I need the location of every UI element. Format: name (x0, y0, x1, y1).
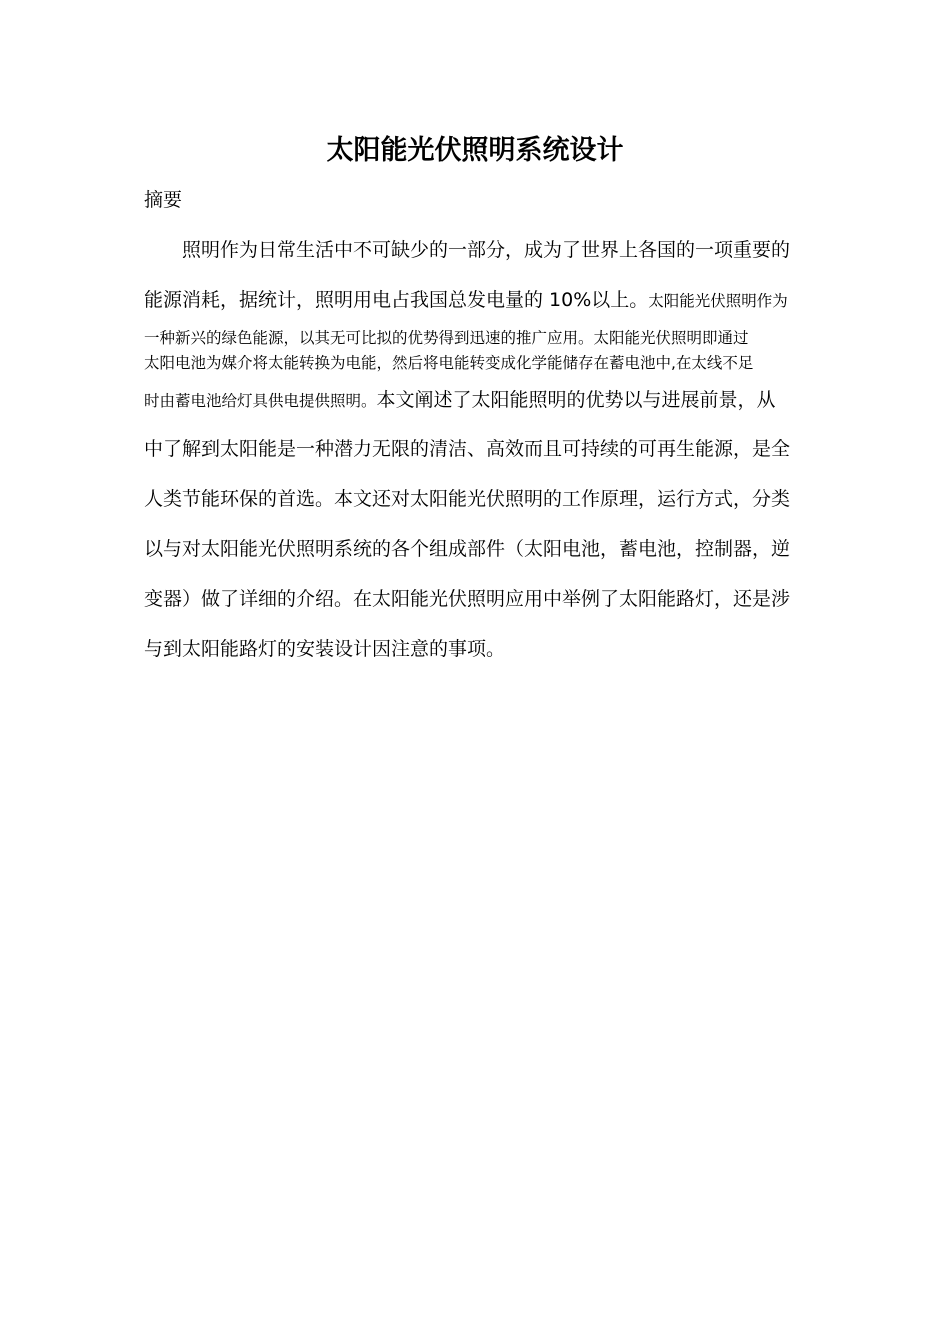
abstract-text: 照明作为日常生活中不可缺少的一部分，成为了世界上各国的一项重要的 (182, 239, 791, 261)
abstract-text: 变器）做了详细的介绍。在太阳能光伏照明应用中举例了太阳能路灯，还是涉 (144, 588, 791, 610)
abstract-line (144, 387, 776, 414)
abstract-line (144, 325, 749, 351)
abstract-text-small: 太阳能光伏照明作为 (648, 292, 788, 310)
abstract-line (144, 287, 788, 314)
abstract-line (144, 436, 790, 462)
abstract-line (144, 636, 505, 662)
abstract-text: 中了解到太阳能是一种潜力无限的清洁、高效而且可持续的可再生能源，是全 (144, 438, 791, 460)
abstract-text-small: 太阳电池为媒介将太能转换为电能，然后将电能转变成化学能储存在蓄电池中,在太线不足 (144, 354, 754, 372)
abstract-text-small: 一种新兴的绿色能源，以其无可比拟的优势得到迅速的推广应用。太阳能光伏照明即通过 (144, 329, 749, 347)
abstract-text: 以与对太阳能光伏照明系统的各个组成部件（太阳电池，蓄电池，控制器，逆 (144, 538, 791, 560)
abstract-heading: 摘要 (144, 189, 183, 211)
abstract-text: 本文阐述了太阳能照明的优势以与进展前景，从 (376, 389, 776, 411)
abstract-text: 能源消耗，据统计，照明用电占我国总发电量的 10%以上。 (144, 289, 649, 311)
abstract-text: 与到太阳能路灯的安装设计因注意的事项。 (144, 638, 506, 660)
abstract-text-small: 时由蓄电池给灯具供电提供照明。 (144, 392, 377, 410)
abstract-line (144, 350, 753, 376)
abstract-line (144, 486, 790, 512)
abstract-line (144, 536, 790, 562)
abstract-line (144, 586, 790, 612)
document-title: 太阳能光伏照明系统设计 (326, 135, 624, 166)
abstract-line (182, 237, 790, 263)
abstract-text: 人类节能环保的首选。本文还对太阳能光伏照明的工作原理，运行方式，分类 (144, 488, 791, 510)
